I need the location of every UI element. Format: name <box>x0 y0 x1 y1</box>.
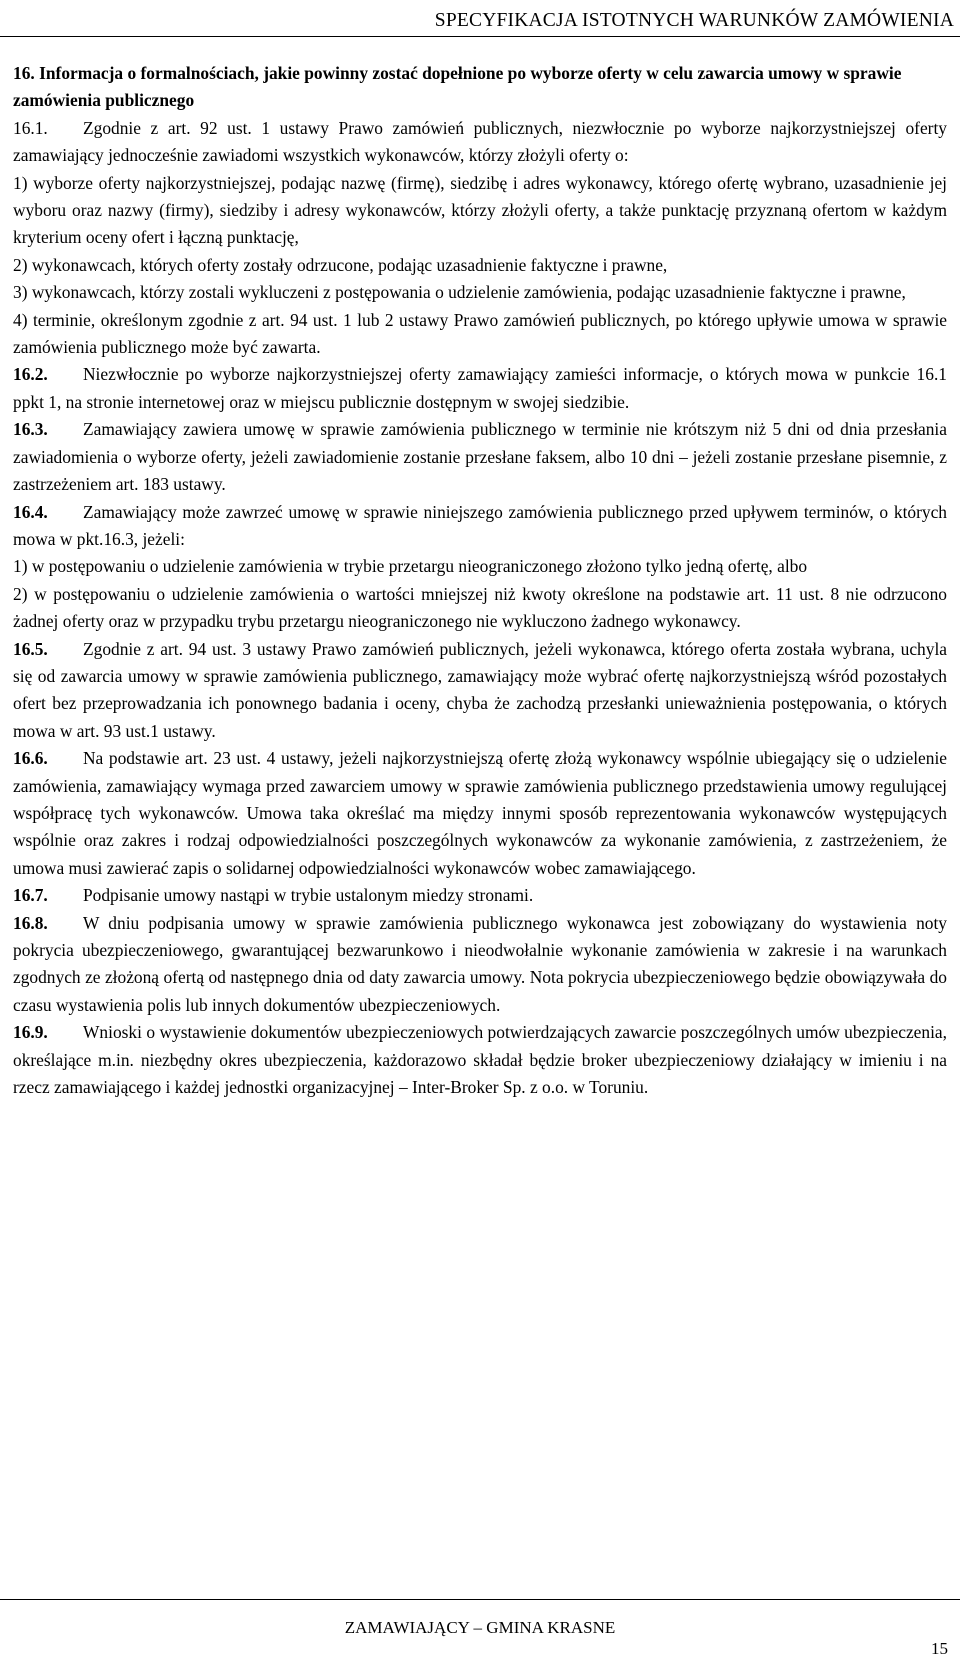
paragraph-number: 16.1. <box>13 117 48 138</box>
section-title: 16. Informacja o formalnościach, jakie powinny zostać dopełnione po wyborze oferty w celu zawarcia umowy w sprawie zamówienia publicznego <box>13 63 902 111</box>
paragraph-16-6 <box>13 745 947 882</box>
paragraph-16-4 <box>13 499 947 554</box>
paragraph-text: Wnioski o wystawienie dokumentów ubezpieczeniowych potwierdzających zawarcie poszczególnych umów ubezpieczenia, określające m.in. niezbędny okres ubezpieczenia, każdorazowo składał będzie broker ubezpieczeniowy działający w imieniu i na rzecz zamawiającego i każdej jednostki organizacyjnej – Inter-Broker Sp. z o.o. w Toruniu. <box>13 1022 947 1098</box>
paragraph-16-7 <box>13 882 947 909</box>
footer-text: ZAMAWIAJĄCY – GMINA KRASNE <box>344 1618 616 1637</box>
paragraph-number: 16.2. <box>13 364 48 385</box>
list-item: 2) w postępowaniu o udzielenie zamówienia o wartości mniejszej niż kwoty określone na podstawie art. 11 ust. 8 nie odrzucono żadnej oferty oraz w przypadku trybu przetargu nieograniczonego nie wykluczono żadnego wykonawcy. <box>13 583 947 632</box>
paragraph-text: Zgodnie z art. 94 ust. 3 ustawy Prawo zamówień publicznych, jeżeli wykonawca, którego oferta została wybrana, uchyla się od zawarcia umowy w sprawie zamówienia publicznego, zamawiający może wybrać ofertę najkorzystniejszą wśród pozostałych ofert bez przeprowadzania ich ponownego badania i oceny, chyba że zachodzą przesłanki unieważnienia postępowania, o których mowa w art. 93 ust.1 ustawy. <box>13 638 947 741</box>
paragraph-16-1 <box>13 115 947 170</box>
paragraph-number: 16.6. <box>13 748 48 769</box>
paragraph-text: Niezwłocznie po wyborze najkorzystniejszej oferty zamawiający zamieści informacje, o których mowa w punkcie 16.1 ppkt 1, na stronie internetowej oraz w miejscu publicznie dostępnym w swojej siedzibie. <box>13 364 947 412</box>
paragraph-16-5 <box>13 636 947 746</box>
paragraph-16-8 <box>13 910 947 1020</box>
list-item: 3) wykonawcach, którzy zostali wykluczeni z postępowania o udzielenie zamówienia, podając uzasadnienie faktyczne i prawne, <box>13 282 906 303</box>
paragraph-16-2 <box>13 361 947 416</box>
paragraph-number: 16.9. <box>13 1022 48 1043</box>
paragraph-text: W dniu podpisania umowy w sprawie zamówienia publicznego wykonawca jest zobowiązany do wystawienia noty pokrycia ubezpieczeniowego, gwarantującej bezwarunkowo i nieodwołalnie wykonanie zamówienia w zakresie i na warunkach zgodnych ze złożoną ofertą od następnego dnia od daty zawarcia umowy. Nota pokrycia ubezpieczeniowego będzie obowiązywała do czasu wystawienia polis lub innych dokumentów ubezpieczeniowych. <box>13 912 947 1015</box>
paragraph-text: Zgodnie z art. 92 ust. 1 ustawy Prawo zamówień publicznych, niezwłocznie po wyborze najkorzystniejszej oferty zamawiający jednocześnie zawiadomi wszystkich wykonawców, którzy złożyli oferty o: <box>13 117 947 166</box>
paragraph-text: Podpisanie umowy nastąpi w trybie ustalonym miedzy stronami. <box>83 885 534 906</box>
paragraph-text: Zamawiający zawiera umowę w sprawie zamówienia publicznego w terminie nie krótszym niż 5 dni od dnia przesłania zawiadomienia o wyborze oferty, jeżeli zawiadomienie zostanie przesłane faksem, albo 10 dni – jeżeli zostanie przesłane pisemnie, z zastrzeżeniem art. 183 ustawy. <box>13 419 947 495</box>
page-number: 15 <box>931 1639 948 1658</box>
paragraph-number: 16.7. <box>13 885 48 906</box>
paragraph-16-9 <box>13 1019 947 1101</box>
paragraph-text: Zamawiający może zawrzeć umowę w sprawie niniejszego zamówienia publicznego przed upływem terminów, o których mowa w pkt.16.3, jeżeli: <box>13 501 947 549</box>
running-header: SPECYFIKACJA ISTOTNYCH WARUNKÓW ZAMÓWIENIA <box>434 10 954 31</box>
paragraph-number: 16.3. <box>13 419 48 440</box>
list-item: 2) wykonawcach, których oferty zostały odrzucone, podając uzasadnienie faktyczne i prawne, <box>13 254 668 275</box>
paragraph-text: Na podstawie art. 23 ust. 4 ustawy, jeżeli najkorzystniejszą ofertę złożą wykonawcy wspólnie ubiegający się o udzielenie zamówienia, zamawiający wymaga przed zawarciem umowy w sprawie zamówienia publicznego przedstawienia umowy regulującej współpracę tych wykonawców. Umowa taka określać ma między innymi sposób reprezentowania wykonawców występujących wspólnie oraz zakres i rodzaj odpowiedzialności poszczególnych wykonawców za wykonanie zamówienia, z zastrzeżeniem, że umowa musi zawierać zapis o solidarnej odpowiedzialności wykonawców wobec zamawiającego. <box>13 748 947 878</box>
list-item: 1) wyborze oferty najkorzystniejszej, podając nazwę (firmę), siedzibę i adres wykonawcy, którego ofertę wybrano, uzasadnienie jej wyboru oraz nazwy (firmy), siedziby i adresy wykonawców, którzy złożyli oferty, a także punktację przyznaną ofertom w każdym kryterium oceny ofert i łączną punktację, <box>13 172 947 248</box>
footer-rule <box>0 1599 960 1600</box>
paragraph-16-3 <box>13 416 947 498</box>
paragraph-number: 16.8. <box>13 912 48 933</box>
list-item: 4) terminie, określonym zgodnie z art. 94 ust. 1 lub 2 ustawy Prawo zamówień publicznych, po którego upływie umowa w sprawie zamówienia publicznego może być zawarta. <box>13 309 947 358</box>
list-item: 1) w postępowaniu o udzielenie zamówienia w trybie przetargu nieograniczonego złożono tylko jedną ofertę, albo <box>13 556 808 577</box>
paragraph-number: 16.5. <box>13 638 48 659</box>
paragraph-number: 16.4. <box>13 501 48 522</box>
header-rule <box>0 36 960 37</box>
document-body <box>13 60 947 1101</box>
